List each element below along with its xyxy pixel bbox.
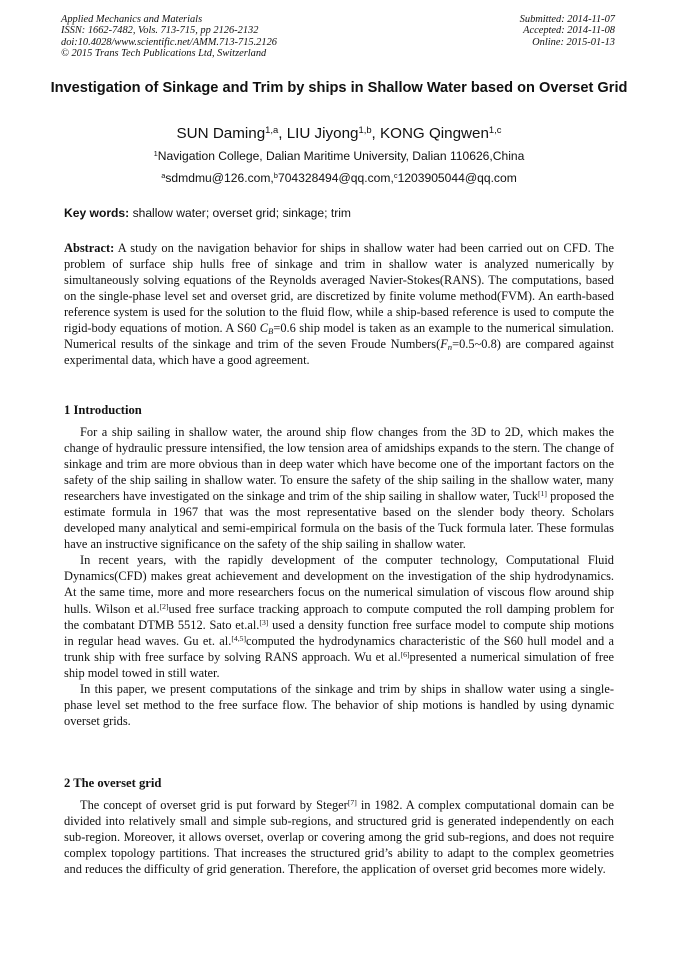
cb-subscript: B xyxy=(268,326,274,337)
email-address: 704328494@qq.com xyxy=(277,171,391,185)
author-emails: $^a$sdmdmu@126.com,$^b$704328494@qq.com,$^c$1203905044@qq.com xyxy=(161,170,517,185)
abstract-label: Abstract: xyxy=(64,241,115,255)
fn-variable: F xyxy=(440,337,448,352)
section-heading-introduction: 1 Introduction xyxy=(64,403,142,417)
keywords-text: shallow water; overset grid; sinkage; trim xyxy=(132,206,352,220)
abstract xyxy=(64,240,614,368)
email-superscript: a xyxy=(161,170,166,180)
paper-title: Investigation of Sinkage and Trim by ships in Shallow Water based on Overset Grid xyxy=(50,80,628,96)
journal-copyright: © 2015 Trans Tech Publications Ltd, Switzerland xyxy=(61,48,267,60)
journal-issn: ISSN: 1662-7482, Vols. 713-715, pp 2126-2132 xyxy=(61,25,259,37)
paragraph xyxy=(64,424,614,552)
paragraph xyxy=(64,552,614,680)
fn-subscript: n xyxy=(447,342,453,353)
paragraph-text: used a density function free surface model to compute ship motions in regular head waves. Gu et. al. xyxy=(64,617,614,648)
paragraph xyxy=(64,797,614,877)
paragraph-text: used free surface tracking approach to compute computed the roll damping problem for the combatant DTMB 5512. Sato et.al. xyxy=(64,601,615,632)
keywords-label: Key words: xyxy=(64,206,130,220)
affiliation-text: Navigation College, Dalian Maritime University, Dalian 110626,China xyxy=(157,149,525,163)
paragraph-text: In recent years, with the rapidly development of the computer technology, Computational Fluid Dynamics(CFD) makes great achievement and development on the investigation of the ship hydrodynamics. At the same time, more and more researchers focus on the numerical simulation of viscous flow around ship hulls. Wilson et al. xyxy=(64,553,614,616)
email-address: 1203905044@qq.com xyxy=(397,171,517,185)
paragraph-text: proposed the estimate formula in 1967 that was the most representative based on the slender body theory. Scholars developed many analytical and semi-empirical formula on the basis of the Tuck formula later. These formulas have an instructive significance on the safety of the ship sailing in shallow water. xyxy=(64,489,614,552)
abstract-text: =0.5~0.8) are compared against experimental data, which have a good agreement. xyxy=(64,337,614,368)
journal-header xyxy=(61,14,277,60)
affiliation xyxy=(40,149,638,164)
author-superscript: 1,a xyxy=(265,123,279,135)
section-overset-grid xyxy=(64,797,614,877)
journal-doi: doi:10.4028/www.scientific.net/AMM.713-715.2126 xyxy=(61,36,277,48)
paragraph-text: presented a numerical simulation of free ship model towed in still water. xyxy=(64,649,614,680)
citation: [2] xyxy=(159,601,169,611)
author-superscript: 1,c xyxy=(488,123,502,135)
citation: [4,5] xyxy=(231,633,247,643)
paragraph-text: computed the hydrodynamics characteristic of the S60 hull model and a trunk ship with free surface by solving RANS approach. Wu et al. xyxy=(64,633,614,664)
author-name: LIU Jiyong xyxy=(286,125,359,142)
section-heading-overset-grid: 2 The overset grid xyxy=(64,776,162,790)
accepted-date: Accepted: 2014-11-08 xyxy=(523,25,615,37)
email-address: sdmdmu@126.com xyxy=(165,171,271,185)
paragraph: In this paper, we present computations of the sinkage and trim by ships in shallow water using a single-phase level set method to the free surface flow. The behavior of ship motions is handled by using dynamic overset grids. xyxy=(64,681,614,728)
author-superscript: 1,b xyxy=(358,123,372,135)
author-name: SUN Daming xyxy=(176,125,266,142)
author-list: SUN Daming$^{1,a}$, LIU Jiyong$^{1,b}$, KONG Qingwen$^{1,c}$ xyxy=(176,123,502,142)
email-superscript: c xyxy=(393,170,398,180)
citation: [6] xyxy=(400,649,410,659)
journal-name: Applied Mechanics and Materials xyxy=(61,14,203,25)
paragraph-text: The concept of overset grid is put forward by Steger xyxy=(80,798,348,812)
paragraph-text: For a ship sailing in shallow water, the around ship flow changes from the 3D to 2D, which makes the change of hydraulic pressure intensified, the low tension area of amidships expands to the stern. The change of sinkage and trim are more obvious than in deep water which have become one of the important factors on the safety of the ship sailing in shallow water. To ensure the safety of the ship sailing in the shallow water, many researchers have investigated on the sinkage and trim of the ship sailing in shallow water, Tuck xyxy=(64,425,614,504)
abstract-text: A study on the navigation behavior for ships in shallow water had been carried out on CFD. The problem of surface ship hulls free of sinkage and trim in shallow water is analyzed numerically by simultaneously solving equations of the Reynolds averaged Navier-Stokes(RANS). The computations, based on the single-phase level set and overset grid, are discretized by finite volume method(FVM). An earth-based reference system is used for the solution to the fluid flow, while a ship-based reference is used to compute the rigid-body equations of motion. A S60 xyxy=(64,241,614,336)
submission-dates xyxy=(520,14,615,48)
email-superscript: b xyxy=(273,170,278,180)
online-date: Online: 2015-01-13 xyxy=(532,36,615,48)
abstract-text: =0.6 ship model is taken as an example to the numerical simulation. Numerical results of the sinkage and trim of the seven Froude Numbers( xyxy=(64,321,614,352)
citation: [7] xyxy=(347,797,357,807)
section-introduction xyxy=(64,424,614,729)
keywords xyxy=(64,206,624,221)
submitted-date: Submitted: 2014-11-07 xyxy=(519,14,615,25)
affiliation-superscript: 1 xyxy=(153,148,158,158)
citation: [1] xyxy=(537,488,547,498)
citation: [3] xyxy=(259,617,269,627)
cb-variable: C xyxy=(259,321,269,336)
author-name: KONG Qingwen xyxy=(380,125,489,142)
paragraph-text: in 1982. A complex computational domain can be divided into relatively small and simple sub-regions, and structured grid is generated independently on each sub-region. Moreover, it allows overset, overlap or covering among the grid sub-regions, and does not require complex topology partitions. That increases the structured grid’s ability to adapt to the complex geometries and reduces the difficulty of grid generation. Therefore, the application of overset grid becomes more widely. xyxy=(64,798,614,877)
